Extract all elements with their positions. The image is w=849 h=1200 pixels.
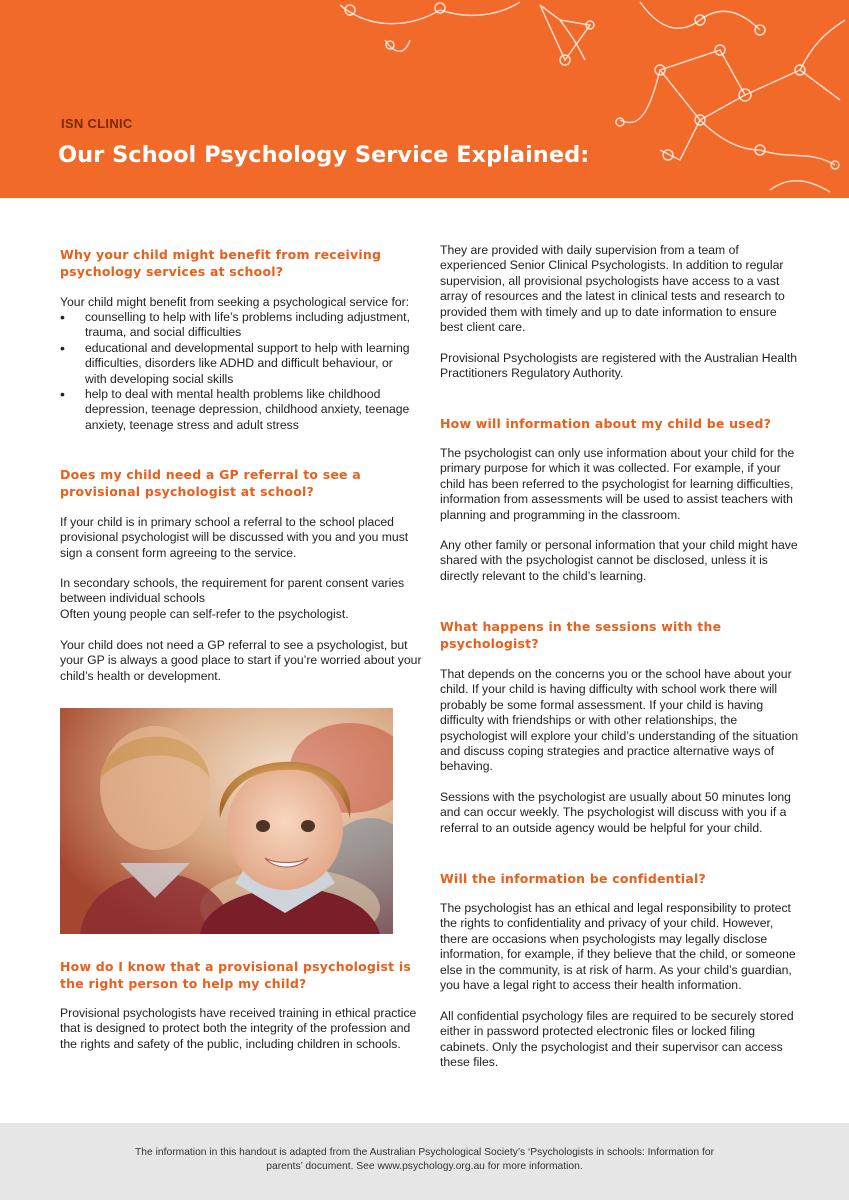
self-refer-paragraph: Often young people can self-refer to the psychologist. [60, 607, 349, 621]
information-purpose-paragraph: The psychologist can only use information about your child for the primary purpose for which it was collected. For example, if your child has been referred to the psychologist for learning difficulties, information from assessments will be used to assist teachers with planning and programming in the classroom. [440, 446, 795, 522]
footer-note [0, 1146, 849, 1173]
children-photo [60, 708, 393, 934]
molecule-pattern-graphic [0, 0, 849, 198]
benefit-intro: Your child might benefit from seeking a psychological service for: [60, 295, 410, 309]
sessions-concerns-paragraph: That depends on the concerns you or the school have about your child. If your child is having difficulty with school work there will probably be some formal assessment. If your child is having difficulty with friendships or with other relationships, the psychologist will explore your child’s understanding of the situation and discuss coping strategies and practice alternative ways of behaving. [440, 667, 799, 774]
referral-primary-paragraph: If your child is in primary school a referral to the school placed provisional psychologist will be discussed with you and you must sign a consent form agreeing to the service. [60, 515, 409, 560]
files-storage-paragraph: All confidential psychology files are required to be securely stored either in password protected electronic files or locked filing cabinets. Only the psychologist and their supervisor can access these files. [440, 1009, 794, 1070]
page-title: Our School Psychology Service Explained: [58, 142, 590, 168]
heading-gp-referral: Does my child need a GP referral to see a provisional psychologist at school? [60, 467, 361, 499]
referral-secondary-paragraph: In secondary schools, the requirement for parent consent varies between individual schools [60, 576, 405, 606]
confidentiality-paragraph: The psychologist has an ethical and legal responsibility to protect the rights to confidentiality and privacy of your child. However, there are occasions when psychologists may legally disclose information, for example, if they believe that the child, or someone else in the community, is at risk of harm. As your child’s guardian, you have a legal right to access their health information. [440, 901, 796, 993]
registration-paragraph: Provisional Psychologists are registered with the Australian Health Practitioners Regulatory Authority. [440, 351, 798, 381]
list-item: • educational and developmental support to help with learning difficulties, disorders like ADHD and difficult behaviour, or with developing social skills [60, 341, 412, 387]
heading-information-use: How will information about my child be used? [440, 416, 772, 431]
list-item: • counselling to help with life’s problems including adjustment, trauma, and social difficulties [60, 310, 412, 341]
heading-sessions: What happens in the sessions with the psychologist? [440, 619, 722, 651]
disclosure-paragraph: Any other family or personal information that your child might have shared with the psychologist cannot be disclosed, unless it is directly relevant to the child’s learning. [440, 538, 798, 583]
benefit-list [60, 310, 412, 433]
list-item: • help to deal with mental health problems like childhood depression, teenage depression, childhood anxiety, teenage anxiety, teenage stress and adult stress [60, 387, 412, 433]
sessions-length-paragraph: Sessions with the psychologist are usually about 50 minutes long and can occur weekly. The psychologist will discuss with you if a referral to an outside agency would be helpful for your child. [440, 790, 791, 835]
heading-confidential: Will the information be confidential? [440, 871, 706, 886]
training-paragraph: Provisional psychologists have received training in ethical practice that is designed to protect both the integrity of the profession and the rights and safety of the public, including children in schools. [60, 1006, 417, 1051]
heading-right-person: How do I know that a provisional psychologist is the right person to help my child? [60, 959, 412, 991]
footer-line-2: parents’ document. See www.psychology.org.au for more information. [266, 1160, 583, 1172]
gp-paragraph: Your child does not need a GP referral to see a psychologist, but your GP is always a good place to start if you’re worried about your child’s health or development. [60, 638, 422, 683]
footer-line-1: The information in this handout is adapted from the Australian Psychological Society’s ‘Psychologists in schools: Information for [134, 1147, 715, 1158]
heading-why-benefit: Why your child might benefit from receiving psychology services at school? [60, 247, 382, 279]
children-illustration [60, 708, 393, 934]
clinic-label: ISN CLINIC [61, 116, 133, 131]
header-banner [0, 0, 849, 198]
footer [0, 1123, 849, 1200]
supervision-paragraph: They are provided with daily supervision from a team of experienced Senior Clinical Psychologists. In addition to regular supervision, all provisional psychologists have access to a vast array of resources and the latest in clinical tests and research to provided them with timely and up to date information to ensure best client care. [440, 243, 785, 335]
